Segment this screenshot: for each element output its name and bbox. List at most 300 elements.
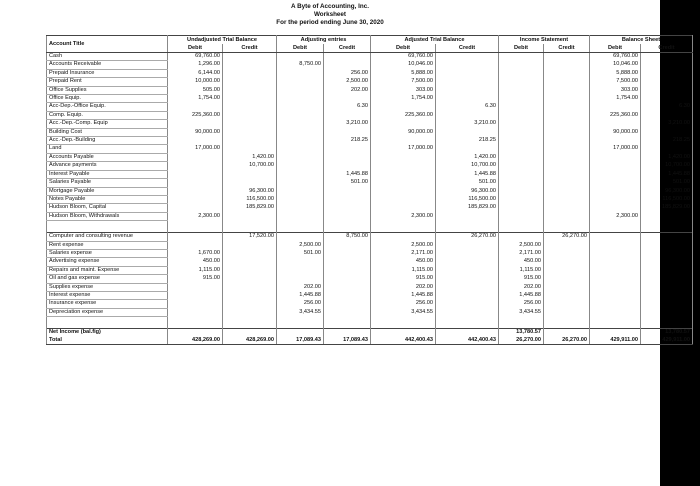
blank-cell — [590, 317, 641, 329]
amount-cell — [223, 145, 277, 153]
credit-header: Credit — [436, 44, 499, 53]
amount-cell: 3,210.00 — [436, 120, 499, 128]
amount-cell: 8,750.00 — [277, 61, 324, 69]
amount-cell — [499, 95, 544, 103]
amount-cell: 3,434.55 — [277, 308, 324, 316]
credit-header: Credit — [223, 44, 277, 53]
amount-cell — [168, 300, 223, 308]
amount-cell — [223, 137, 277, 145]
amount-cell: 7,500.00 — [371, 78, 436, 86]
amount-cell — [641, 275, 693, 283]
amount-cell: 2,300.00 — [168, 212, 223, 220]
account-name: Notes Payable — [47, 195, 168, 203]
income-accounts — [47, 233, 693, 329]
account-name: Comp. Equip. — [47, 111, 168, 119]
amount-cell: 202.00 — [324, 86, 371, 94]
account-name: Accounts Receivable — [47, 61, 168, 69]
amount-cell: 1,754.00 — [168, 95, 223, 103]
amount-cell — [544, 283, 590, 291]
amount-cell — [436, 95, 499, 103]
amount-cell — [499, 212, 544, 220]
amount-cell — [436, 266, 499, 274]
amount-cell: 1,445.88 — [436, 170, 499, 178]
blank-cell — [436, 317, 499, 329]
amount-cell — [324, 128, 371, 136]
amount-cell — [544, 179, 590, 187]
amount-cell — [324, 204, 371, 212]
amount-cell: 1,754.00 — [371, 95, 436, 103]
amount-cell: 303.00 — [371, 86, 436, 94]
amount-cell — [436, 212, 499, 220]
table-row — [47, 162, 693, 170]
debit-header: Debit — [168, 44, 223, 53]
blank-cell — [544, 317, 590, 329]
amount-cell: 225,360.00 — [590, 111, 641, 119]
amount-cell: 915.00 — [168, 275, 223, 283]
amount-cell: 3,434.55 — [371, 308, 436, 316]
amount-cell — [590, 291, 641, 299]
account-name: Interest expense — [47, 291, 168, 299]
amount-cell — [641, 241, 693, 249]
amount-cell: 256.00 — [499, 300, 544, 308]
table-row — [47, 212, 693, 220]
amount-cell: 1,445.88 — [324, 170, 371, 178]
amount-cell — [590, 258, 641, 266]
amount-cell — [168, 162, 223, 170]
amount-cell: 1,296.00 — [168, 61, 223, 69]
amount-cell — [324, 300, 371, 308]
amount-cell — [223, 111, 277, 119]
amount-cell — [324, 283, 371, 291]
credit-header: Credit — [544, 44, 590, 53]
amount-cell — [544, 170, 590, 178]
amount-cell — [544, 95, 590, 103]
amount-cell — [544, 329, 590, 337]
amount-cell — [590, 329, 641, 337]
amount-cell: 7,500.00 — [590, 78, 641, 86]
amount-cell — [641, 69, 693, 77]
blank-cell — [168, 317, 223, 329]
amount-cell — [223, 120, 277, 128]
amount-cell — [168, 153, 223, 161]
amount-cell — [371, 170, 436, 178]
table-row — [47, 249, 693, 257]
table-row — [47, 241, 693, 249]
amount-cell: 1,445.88 — [641, 170, 693, 178]
amount-cell: 442,400.43 — [371, 337, 436, 345]
amount-cell: 26,270.00 — [544, 233, 590, 241]
amount-cell — [590, 275, 641, 283]
amount-cell: 218.25 — [324, 137, 371, 145]
amount-cell: 202.00 — [499, 283, 544, 291]
amount-cell — [223, 291, 277, 299]
amount-cell — [436, 275, 499, 283]
account-name: Office Equip. — [47, 95, 168, 103]
amount-cell — [324, 162, 371, 170]
table-row — [47, 86, 693, 94]
amount-cell — [641, 111, 693, 119]
table-row — [47, 128, 693, 136]
amount-cell — [277, 329, 324, 337]
table-row — [47, 120, 693, 128]
amount-cell: 17,089.43 — [324, 337, 371, 345]
blank-cell — [47, 317, 168, 329]
amount-cell — [277, 162, 324, 170]
amount-cell: 1,420.00 — [223, 153, 277, 161]
amount-cell — [223, 308, 277, 316]
amount-cell: 185,829.00 — [436, 204, 499, 212]
amount-cell — [436, 86, 499, 94]
table-row — [47, 233, 693, 241]
amount-cell — [641, 300, 693, 308]
amount-cell: 202.00 — [277, 283, 324, 291]
amount-cell: 429,911.00 — [590, 337, 641, 345]
amount-cell — [277, 111, 324, 119]
amount-cell — [436, 300, 499, 308]
credit-header: Credit — [641, 44, 693, 53]
group-header: Adjusted Trial Balance — [371, 36, 499, 45]
amount-cell: 2,171.00 — [499, 249, 544, 257]
amount-cell: 10,700.00 — [223, 162, 277, 170]
amount-cell — [590, 162, 641, 170]
balance-accounts — [47, 53, 693, 233]
amount-cell — [324, 187, 371, 195]
amount-cell — [544, 204, 590, 212]
amount-cell — [436, 329, 499, 337]
amount-cell: 1,420.00 — [436, 153, 499, 161]
amount-cell — [590, 308, 641, 316]
blank-cell — [499, 317, 544, 329]
amount-cell — [168, 204, 223, 212]
table-row — [47, 103, 693, 111]
amount-cell: 69,760.00 — [371, 53, 436, 61]
amount-cell — [277, 78, 324, 86]
group-header: Undadjusted Trial Balance — [168, 36, 277, 45]
amount-cell — [277, 120, 324, 128]
amount-cell — [544, 153, 590, 161]
amount-cell: 96,300.00 — [641, 187, 693, 195]
amount-cell — [324, 61, 371, 69]
amount-cell — [544, 137, 590, 145]
amount-cell — [436, 78, 499, 86]
account-name: Hudson Bloom, Withdrawals — [47, 212, 168, 220]
amount-cell: 116,500.00 — [436, 195, 499, 203]
totals-section — [47, 329, 693, 345]
amount-cell — [277, 86, 324, 94]
amount-cell — [436, 69, 499, 77]
amount-cell — [544, 103, 590, 111]
amount-cell — [371, 329, 436, 337]
amount-cell: 1,670.00 — [168, 249, 223, 257]
amount-cell: 225,360.00 — [371, 111, 436, 119]
amount-cell — [371, 162, 436, 170]
amount-cell — [544, 111, 590, 119]
amount-cell — [499, 204, 544, 212]
amount-cell: 450.00 — [371, 258, 436, 266]
blank-cell — [277, 221, 324, 233]
amount-cell — [544, 195, 590, 203]
amount-cell: 6,144.00 — [168, 69, 223, 77]
amount-cell: 428,269.00 — [168, 337, 223, 345]
amount-cell: 256.00 — [324, 69, 371, 77]
amount-cell — [544, 145, 590, 153]
amount-cell — [223, 179, 277, 187]
amount-cell: 17,000.00 — [168, 145, 223, 153]
amount-cell — [436, 308, 499, 316]
amount-cell: 69,760.00 — [168, 53, 223, 61]
account-name: Advance payments — [47, 162, 168, 170]
amount-cell — [277, 69, 324, 77]
amount-cell — [223, 103, 277, 111]
amount-cell: 6.30 — [641, 103, 693, 111]
amount-cell: 26,270.00 — [436, 233, 499, 241]
amount-cell — [277, 103, 324, 111]
amount-cell — [499, 86, 544, 94]
table-row — [47, 95, 693, 103]
amount-cell — [641, 266, 693, 274]
account-name: Net Income (bal.fig) — [47, 329, 168, 337]
amount-cell — [223, 266, 277, 274]
amount-cell — [277, 128, 324, 136]
amount-cell — [641, 128, 693, 136]
amount-cell: 90,000.00 — [168, 128, 223, 136]
amount-cell: 5,888.00 — [590, 69, 641, 77]
amount-cell — [223, 275, 277, 283]
amount-cell: 17,089.43 — [277, 337, 324, 345]
amount-cell — [168, 103, 223, 111]
amount-cell — [544, 266, 590, 274]
amount-cell: 1,115.00 — [371, 266, 436, 274]
debit-header: Debit — [371, 44, 436, 53]
amount-cell — [544, 249, 590, 257]
amount-cell — [544, 86, 590, 94]
amount-cell: 256.00 — [371, 300, 436, 308]
amount-cell — [324, 145, 371, 153]
account-name: Supplies expense — [47, 283, 168, 291]
amount-cell: 10,046.00 — [590, 61, 641, 69]
account-name: Repairs and maint. Expense — [47, 266, 168, 274]
amount-cell — [436, 145, 499, 153]
amount-cell — [324, 266, 371, 274]
amount-cell — [168, 308, 223, 316]
account-name: Acc.-Dep.-Building — [47, 137, 168, 145]
amount-cell — [277, 137, 324, 145]
spacer-row — [47, 221, 693, 233]
blank-cell — [371, 317, 436, 329]
amount-cell: 2,171.00 — [371, 249, 436, 257]
blank-cell — [324, 317, 371, 329]
account-name: Office Supplies — [47, 86, 168, 94]
amount-cell: 218.25 — [641, 137, 693, 145]
account-name: Building Cost — [47, 128, 168, 136]
table-row — [47, 53, 693, 61]
amount-cell — [544, 162, 590, 170]
amount-cell: 225,360.00 — [168, 111, 223, 119]
amount-cell — [590, 195, 641, 203]
blank-cell — [371, 221, 436, 233]
amount-cell — [223, 170, 277, 178]
amount-cell — [371, 179, 436, 187]
amount-cell — [499, 128, 544, 136]
amount-cell: 2,300.00 — [371, 212, 436, 220]
table-row — [47, 308, 693, 316]
amount-cell — [590, 233, 641, 241]
amount-cell: 17,000.00 — [590, 145, 641, 153]
amount-cell — [641, 86, 693, 94]
amount-cell: 69,760.00 — [590, 53, 641, 61]
amount-cell — [223, 300, 277, 308]
amount-cell — [544, 69, 590, 77]
amount-cell — [436, 291, 499, 299]
amount-cell: 501.00 — [641, 179, 693, 187]
amount-cell — [223, 212, 277, 220]
amount-cell — [223, 95, 277, 103]
amount-cell: 185,829.00 — [223, 204, 277, 212]
amount-cell — [499, 153, 544, 161]
amount-cell — [436, 61, 499, 69]
account-name: Salaries Payable — [47, 179, 168, 187]
account-name: Land — [47, 145, 168, 153]
amount-cell — [168, 137, 223, 145]
amount-cell: 13,780.57 — [641, 329, 693, 337]
amount-cell: 450.00 — [499, 258, 544, 266]
amount-cell — [641, 291, 693, 299]
amount-cell — [277, 170, 324, 178]
amount-cell — [223, 53, 277, 61]
amount-cell — [436, 241, 499, 249]
amount-cell — [544, 275, 590, 283]
amount-cell — [277, 53, 324, 61]
amount-cell — [324, 53, 371, 61]
table-row — [47, 337, 693, 345]
amount-cell: 1,445.88 — [371, 291, 436, 299]
account-name: Rent expense — [47, 241, 168, 249]
table-row — [47, 137, 693, 145]
amount-cell: 116,500.00 — [641, 195, 693, 203]
table-row — [47, 266, 693, 274]
amount-cell — [590, 249, 641, 257]
amount-cell — [544, 187, 590, 195]
table-row — [47, 300, 693, 308]
spacer-row — [47, 317, 693, 329]
account-name: Mortgage Payable — [47, 187, 168, 195]
amount-cell: 505.00 — [168, 86, 223, 94]
amount-cell — [436, 258, 499, 266]
amount-cell: 116,500.00 — [223, 195, 277, 203]
amount-cell — [641, 61, 693, 69]
amount-cell — [544, 308, 590, 316]
account-name: Interest Payable — [47, 170, 168, 178]
amount-cell — [499, 170, 544, 178]
account-name: Computer and consulting revenue — [47, 233, 168, 241]
amount-cell — [223, 78, 277, 86]
amount-cell — [324, 329, 371, 337]
amount-cell: 3,434.55 — [499, 308, 544, 316]
amount-cell: 1,420.00 — [641, 153, 693, 161]
amount-cell: 1,445.88 — [277, 291, 324, 299]
amount-cell: 1,115.00 — [499, 266, 544, 274]
amount-cell — [371, 195, 436, 203]
account-name: Advertising expense — [47, 258, 168, 266]
amount-cell — [324, 111, 371, 119]
amount-cell: 429,911.00 — [641, 337, 693, 345]
blank-cell — [499, 221, 544, 233]
amount-cell — [168, 329, 223, 337]
amount-cell — [499, 53, 544, 61]
amount-cell — [168, 187, 223, 195]
amount-cell — [324, 153, 371, 161]
amount-cell — [223, 128, 277, 136]
account-name: Salaries expense — [47, 249, 168, 257]
amount-cell — [590, 137, 641, 145]
amount-cell: 90,000.00 — [371, 128, 436, 136]
amount-cell — [324, 275, 371, 283]
amount-cell — [277, 145, 324, 153]
amount-cell — [277, 95, 324, 103]
amount-cell: 13,780.57 — [499, 329, 544, 337]
account-name: Oil and gas expense — [47, 275, 168, 283]
amount-cell: 17,000.00 — [371, 145, 436, 153]
amount-cell — [499, 120, 544, 128]
amount-cell — [223, 69, 277, 77]
amount-cell: 17,520.00 — [223, 233, 277, 241]
amount-cell — [641, 145, 693, 153]
amount-cell — [590, 103, 641, 111]
account-name: Prepaid Rent — [47, 78, 168, 86]
amount-cell — [641, 78, 693, 86]
amount-cell — [499, 111, 544, 119]
amount-cell — [324, 241, 371, 249]
amount-cell: 26,270.00 — [544, 337, 590, 345]
amount-cell — [544, 120, 590, 128]
amount-cell — [277, 195, 324, 203]
table-row — [47, 69, 693, 77]
blank-cell — [544, 221, 590, 233]
amount-cell: 10,046.00 — [371, 61, 436, 69]
amount-cell — [544, 212, 590, 220]
amount-cell — [436, 249, 499, 257]
amount-cell — [641, 308, 693, 316]
amount-cell — [544, 61, 590, 69]
amount-cell — [277, 275, 324, 283]
amount-cell — [590, 187, 641, 195]
amount-cell: 2,500.00 — [324, 78, 371, 86]
amount-cell — [223, 258, 277, 266]
amount-cell — [590, 300, 641, 308]
table-row — [47, 153, 693, 161]
amount-cell — [324, 308, 371, 316]
amount-cell — [590, 179, 641, 187]
account-name: Prepaid Insurance — [47, 69, 168, 77]
amount-cell: 218.25 — [436, 137, 499, 145]
amount-cell — [371, 137, 436, 145]
amount-cell: 6.30 — [324, 103, 371, 111]
amount-cell — [324, 249, 371, 257]
amount-cell: 5,888.00 — [371, 69, 436, 77]
amount-cell: 915.00 — [371, 275, 436, 283]
amount-cell: 10,000.00 — [168, 78, 223, 86]
amount-cell — [223, 86, 277, 94]
blank-cell — [436, 221, 499, 233]
account-name: Acc.-Dep.-Comp. Equip — [47, 120, 168, 128]
amount-cell: 96,300.00 — [436, 187, 499, 195]
amount-cell — [168, 241, 223, 249]
amount-cell — [499, 179, 544, 187]
table-row — [47, 111, 693, 119]
blank-cell — [47, 221, 168, 233]
amount-cell — [641, 53, 693, 61]
account-name: Depreciation expense — [47, 308, 168, 316]
